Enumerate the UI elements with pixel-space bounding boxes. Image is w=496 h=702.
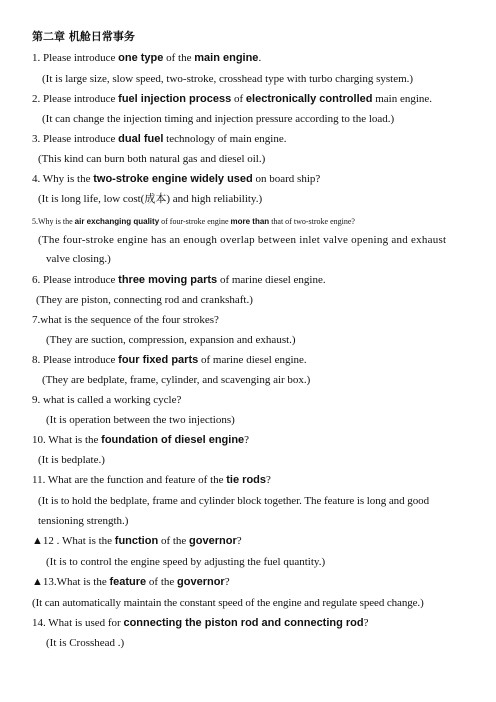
question-4-keyword: two-stroke engine widely used	[93, 173, 253, 185]
question-12	[32, 535, 242, 548]
question-1-text-mid: of the	[163, 52, 195, 64]
answer-2: (It can change the injection timing and injection pressure according to the load.)	[42, 113, 395, 125]
question-4-text: 4. Why is the	[32, 173, 94, 185]
question-5-keyword: air exchanging quality	[74, 217, 160, 226]
answer-5-line-1: (The four-stroke engine has an enough overlap between inlet valve opening and exhaust	[38, 234, 447, 246]
question-10-text: 10. What is the	[32, 434, 102, 446]
question-10-text-end: ?	[244, 434, 250, 446]
question-13	[32, 576, 230, 589]
answer-11-line-2: tensioning strength.)	[38, 515, 129, 527]
question-1-keyword: one type	[118, 52, 164, 64]
question-5-text-end: that of two-stroke engine?	[269, 217, 355, 226]
question-6-text-end: of marine diesel engine.	[217, 274, 326, 286]
chapter-title: 第二章 机舱日常事务	[32, 30, 135, 43]
question-6-text: 6. Please introduce	[32, 274, 119, 286]
question-13-keyword: feature	[109, 576, 147, 588]
answer-11-line-1: (It is to hold the bedplate, frame and cylinder block together. The feature is long and good	[38, 495, 430, 507]
question-8-keyword: four fixed parts	[118, 354, 199, 366]
question-1-text: 1. Please introduce	[32, 52, 119, 64]
question-2-text-end: main engine.	[372, 93, 433, 105]
question-7: 7.what is the sequence of the four strokes?	[32, 314, 219, 326]
answer-12: (It is to control the engine speed by adjusting the fuel quantity.)	[46, 556, 326, 568]
question-8-text: 8. Please introduce	[32, 354, 119, 366]
answer-9: (It is operation between the two injections)	[46, 414, 235, 426]
question-6-keyword: three moving parts	[118, 274, 218, 286]
question-12-text: ▲12 . What is the	[32, 535, 115, 547]
question-11-text: 11. What are the function and feature of the	[32, 474, 227, 486]
question-11-text-end: ?	[266, 474, 271, 486]
question-1-text-end: .	[258, 52, 262, 64]
question-3-text: 3. Please introduce	[32, 133, 119, 145]
question-14-text: 14. What is used for	[32, 617, 124, 629]
answer-4: (It is long life, low cost(成本) and high reliability.)	[38, 193, 263, 205]
question-13-text: ▲13.What is the	[32, 576, 110, 588]
question-10	[32, 434, 249, 447]
question-12-keyword-2: governor	[189, 535, 237, 547]
question-5-text-mid: of four-stroke engine	[159, 217, 231, 226]
question-3	[32, 133, 287, 146]
question-8-text-end: of marine diesel engine.	[198, 354, 307, 366]
question-11	[32, 474, 271, 487]
question-1-keyword-2: main engine	[194, 52, 259, 64]
answer-5-line-2: valve closing.)	[46, 253, 111, 265]
answer-1: (It is large size, slow speed, two-stroke, crosshead type with turbo charging system.)	[42, 73, 414, 85]
answer-7: (They are suction, compression, expansion and exhaust.)	[46, 334, 296, 346]
question-2	[32, 93, 432, 106]
answer-14: (It is Crosshead .)	[46, 637, 125, 649]
question-3-keyword: dual fuel	[118, 133, 164, 145]
question-2-text: 2. Please introduce	[32, 93, 119, 105]
answer-13: (It can automatically maintain the constant speed of the engine and regulate speed change.)	[32, 597, 424, 609]
question-13-text-mid: of the	[146, 576, 178, 588]
question-12-keyword: function	[114, 535, 159, 547]
question-1	[32, 52, 261, 65]
question-11-keyword: tie rods	[226, 474, 266, 486]
question-5-keyword-2: more than	[230, 217, 270, 226]
question-13-text-end: ?	[224, 576, 230, 588]
question-9: 9. what is called a working cycle?	[32, 394, 182, 406]
question-12-text-mid: of the	[158, 535, 190, 547]
question-4-text-end: on board ship?	[252, 173, 321, 185]
question-6	[32, 274, 326, 287]
question-12-text-end: ?	[236, 535, 242, 547]
question-5	[32, 215, 355, 228]
answer-3: (This kind can burn both natural gas and diesel oil.)	[38, 153, 266, 165]
question-8	[32, 354, 307, 367]
question-14-keyword: connecting the piston rod and connecting rod	[123, 617, 364, 629]
question-2-text-mid: of	[231, 93, 246, 105]
question-14-text-end: ?	[363, 617, 369, 629]
answer-6: (They are piston, connecting rod and crankshaft.)	[36, 294, 253, 306]
question-2-keyword: fuel injection process	[118, 93, 232, 105]
question-10-keyword: foundation of diesel engine	[101, 434, 245, 446]
answer-8: (They are bedplate, frame, cylinder, and scavenging air box.)	[42, 374, 311, 386]
question-2-keyword-2: electronically controlled	[245, 93, 373, 105]
question-13-keyword-2: governor	[177, 576, 225, 588]
question-14	[32, 617, 369, 630]
question-4	[32, 173, 320, 186]
question-3-text-end: technology of main engine.	[163, 133, 287, 145]
answer-10: (It is bedplate.)	[38, 454, 105, 466]
question-5-text: 5.Why is the	[32, 217, 75, 226]
